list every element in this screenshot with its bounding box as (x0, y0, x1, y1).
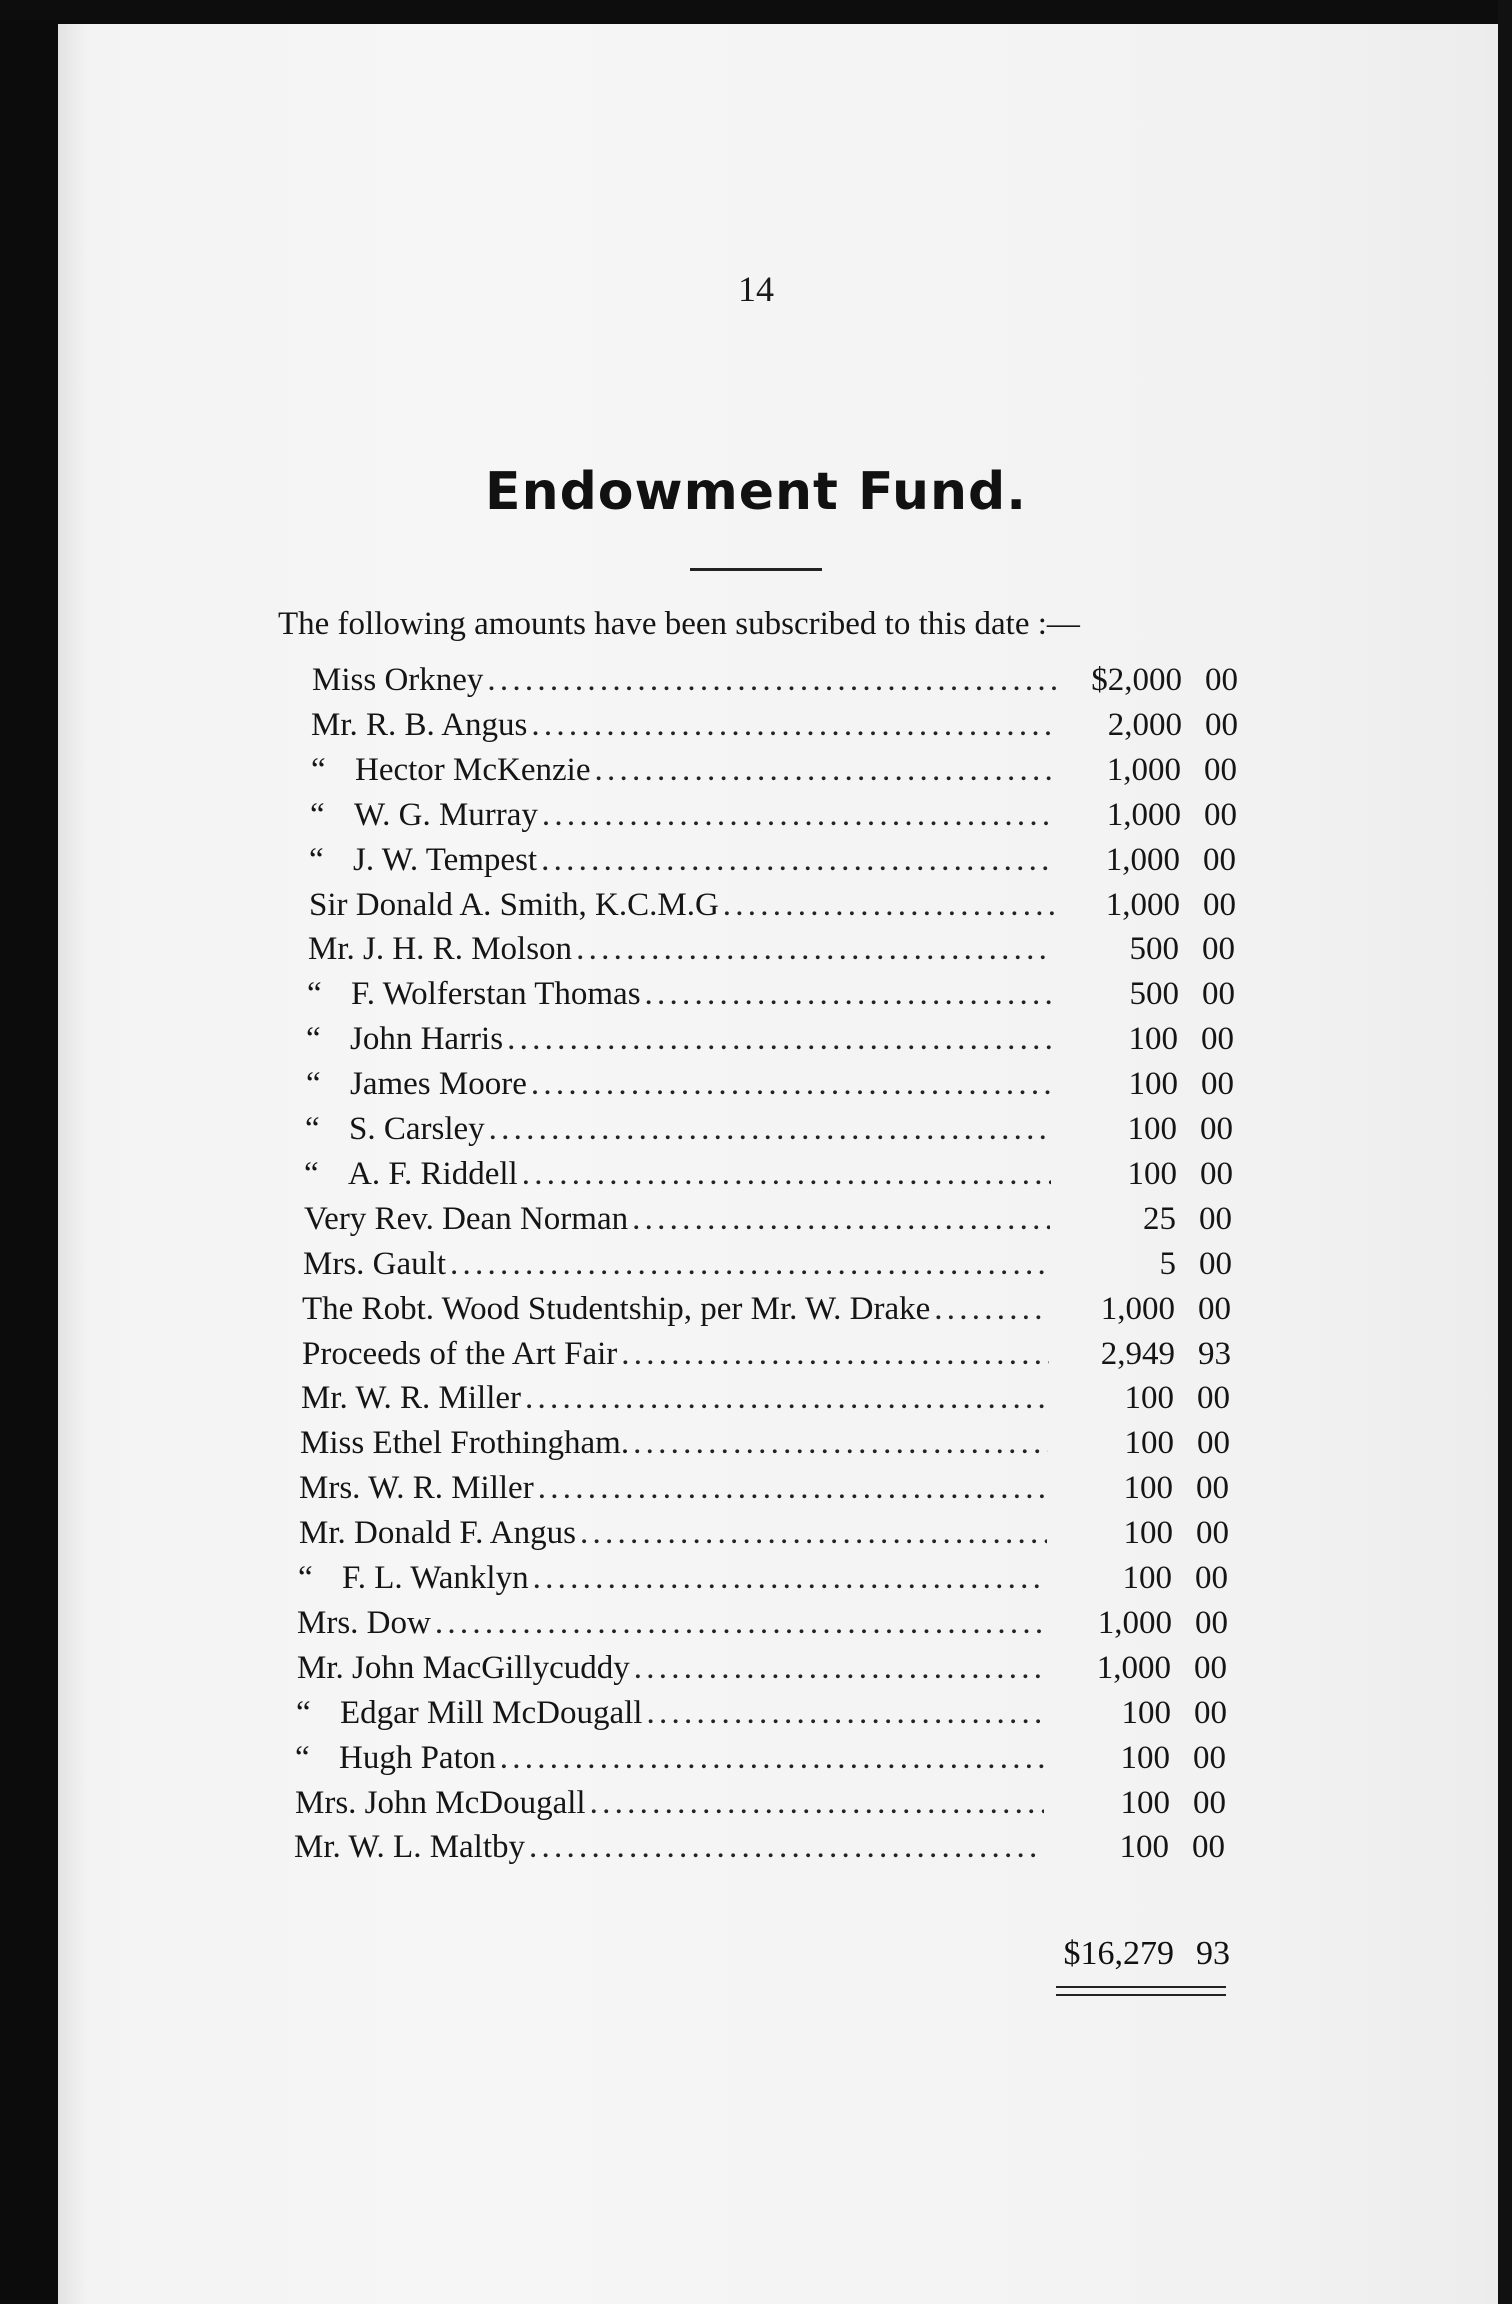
amount-cents: 00 (1196, 1515, 1229, 1551)
dot-leader (435, 1605, 1046, 1642)
subscriber-name-text: Very Rev. Dean Norman (304, 1201, 629, 1237)
subscriber-name (312, 662, 483, 699)
subscriber-name-text: James Moore (350, 1066, 527, 1102)
list-item (295, 1785, 1226, 1829)
ditto-mark: “ (304, 1156, 319, 1192)
dot-leader (634, 1650, 1045, 1687)
dot-leader (934, 1291, 1049, 1328)
dot-leader (633, 1425, 1048, 1462)
dot-leader (489, 1111, 1051, 1148)
list-item (304, 1156, 1233, 1200)
amount-dollars: 100 (1123, 1515, 1173, 1551)
amount-dollars: 1,000 (1097, 1605, 1172, 1641)
dot-leader (450, 1246, 1050, 1283)
ditto-mark: “ (298, 1560, 313, 1596)
amount-dollars: 1,000 (1096, 1650, 1171, 1686)
amount-cents: 00 (1195, 1605, 1228, 1641)
amount-cents: 00 (1197, 1425, 1230, 1461)
ditto-mark: “ (311, 752, 326, 788)
ditto-mark: “ (309, 842, 324, 878)
amount-dollars: 2,000 (1107, 707, 1182, 743)
subscriber-name (299, 1515, 576, 1552)
subscriber-name (309, 842, 537, 879)
subscriber-name-text: Sir Donald A. Smith, K.C.M.G (309, 887, 719, 923)
list-item (299, 1515, 1229, 1559)
amount-cents: 00 (1202, 931, 1235, 967)
amount-cents: 00 (1198, 1291, 1231, 1327)
subscriber-name (310, 797, 538, 834)
subscriber-name (299, 1470, 534, 1507)
amount-cents: 00 (1193, 1785, 1226, 1821)
amount-dollars: 100 (1127, 1111, 1177, 1147)
amount-dollars: 100 (1120, 1785, 1170, 1821)
subscriber-name (304, 1201, 628, 1238)
subscriber-name-text: Mr. John MacGillycuddy (297, 1650, 630, 1686)
subscriber-name-text: Edgar Mill McDougall (340, 1695, 643, 1731)
subscriber-name-text: Mrs. Gault (303, 1246, 446, 1282)
dot-leader (538, 1470, 1047, 1507)
dot-leader (531, 1066, 1052, 1103)
subscriber-name-text: John Harris (350, 1021, 504, 1057)
subscriber-name-text: Mrs. Dow (297, 1605, 431, 1641)
total-dollars: $16,279 (1063, 1935, 1174, 1972)
amount-cents: 00 (1199, 1246, 1232, 1282)
dot-leader (632, 1201, 1050, 1238)
dot-leader (525, 1380, 1048, 1417)
amount-cents: 00 (1199, 1201, 1232, 1237)
subscriber-name (308, 931, 572, 968)
intro-text: The following amounts have been subscribed to this date :— (278, 606, 1080, 642)
list-item (296, 1695, 1227, 1739)
list-item (295, 1740, 1226, 1784)
subscriber-name-text: Mr. R. B. Angus (311, 707, 528, 743)
ditto-mark: “ (305, 1111, 320, 1147)
ditto-mark: “ (306, 1066, 321, 1102)
dot-leader (590, 1785, 1044, 1822)
list-item (305, 1111, 1233, 1155)
subscriber-name (297, 1650, 630, 1687)
dot-leader (507, 1021, 1052, 1058)
subscriber-name-text: Hector McKenzie (355, 752, 591, 788)
list-item (304, 1201, 1232, 1245)
subscriber-name-text: Mr. W. L. Maltby (294, 1829, 526, 1865)
amount-dollars: 25 (1143, 1201, 1176, 1237)
list-item (311, 752, 1237, 796)
scan-right-border (1498, 0, 1512, 2304)
amount-dollars: 1,000 (1100, 1291, 1175, 1327)
total-double-rule-top (1056, 1986, 1226, 1988)
amount-cents: 00 (1194, 1650, 1227, 1686)
subscriber-name (294, 1829, 525, 1866)
list-item (307, 976, 1235, 1020)
subscriber-name-text: Miss Ethel Frothingham. (300, 1425, 630, 1461)
title-underline (690, 568, 822, 571)
dot-leader (487, 662, 1056, 699)
subscriber-name-text: S. Carsley (349, 1111, 485, 1147)
amount-dollars: 1,000 (1106, 797, 1181, 833)
subscriber-name-text: Hugh Paton (339, 1740, 496, 1776)
amount-dollars: 2,949 (1100, 1336, 1175, 1372)
list-item (302, 1291, 1231, 1335)
dot-leader (621, 1336, 1049, 1373)
dot-leader (723, 887, 1054, 924)
amount-dollars: 100 (1127, 1156, 1177, 1192)
amount-dollars: 1,000 (1105, 842, 1180, 878)
total-cents: 93 (1196, 1935, 1230, 1972)
amount-dollars: 100 (1121, 1695, 1171, 1731)
subscriber-name (311, 752, 590, 789)
subscriber-name-text: Miss Orkney (312, 662, 484, 698)
amount-dollars: 100 (1119, 1829, 1169, 1865)
subscriber-name-text: J. W. Tempest (353, 842, 538, 878)
subscriber-name (306, 1066, 527, 1103)
amount-dollars: 100 (1123, 1470, 1173, 1506)
amount-dollars: 1,000 (1105, 887, 1180, 923)
dot-leader (580, 1515, 1047, 1552)
amount-dollars: 100 (1128, 1066, 1178, 1102)
ditto-mark: “ (307, 976, 322, 1012)
amount-dollars: 100 (1124, 1380, 1174, 1416)
subscriber-name-text: Mr. Donald F. Angus (299, 1515, 576, 1551)
subscriber-name (298, 1560, 529, 1597)
subscriber-name-text: The Robt. Wood Studentship, per Mr. W. Drake (302, 1291, 931, 1327)
amount-cents: 00 (1196, 1470, 1229, 1506)
dot-leader (522, 1156, 1051, 1193)
amount-cents: 00 (1200, 1111, 1233, 1147)
dot-leader (542, 797, 1055, 834)
dot-leader (541, 842, 1054, 879)
subscriber-name (297, 1605, 431, 1642)
subscriber-name (295, 1785, 586, 1822)
subscriber-name (303, 1246, 446, 1283)
list-item (309, 887, 1236, 931)
list-item (306, 1021, 1234, 1065)
amount-dollars: 100 (1122, 1560, 1172, 1596)
amount-cents: 00 (1201, 1021, 1234, 1057)
dot-leader (645, 976, 1053, 1013)
amount-cents: 00 (1200, 1156, 1233, 1192)
dot-leader (529, 1829, 1043, 1866)
subscriber-name (301, 1380, 521, 1417)
page-number: 14 (738, 269, 774, 309)
subscriber-name-text: Mrs. W. R. Miller (299, 1470, 534, 1506)
subscriber-name (309, 887, 719, 924)
amount-cents: 00 (1205, 662, 1238, 698)
subscriber-name (302, 1291, 930, 1328)
subscriber-name (300, 1425, 629, 1462)
list-item (311, 707, 1238, 751)
dot-leader (594, 752, 1055, 789)
list-item (297, 1650, 1227, 1694)
amount-dollars: 5 (1159, 1246, 1176, 1282)
list-item (300, 1425, 1230, 1469)
amount-dollars: 500 (1129, 931, 1179, 967)
amount-cents: 00 (1197, 1380, 1230, 1416)
subscriber-name-text: Mrs. John McDougall (295, 1785, 586, 1821)
amount-cents: 00 (1192, 1829, 1225, 1865)
amount-dollars: $2,000 (1091, 662, 1182, 698)
dot-leader (531, 707, 1056, 744)
subscriber-name-text: Proceeds of the Art Fair (302, 1336, 618, 1372)
subscriber-name-text: F. Wolferstan Thomas (351, 976, 641, 1012)
list-item (302, 1336, 1231, 1380)
amount-cents: 00 (1193, 1740, 1226, 1776)
ditto-mark: “ (295, 1740, 310, 1776)
ditto-mark: “ (306, 1021, 321, 1057)
list-item (308, 931, 1235, 975)
subscriber-name (311, 707, 527, 744)
amount-cents: 00 (1202, 976, 1235, 1012)
subscriber-name (296, 1695, 642, 1732)
amount-cents: 00 (1203, 887, 1236, 923)
amount-cents: 00 (1203, 842, 1236, 878)
list-item (299, 1470, 1229, 1514)
list-item (301, 1380, 1230, 1424)
list-item (309, 842, 1236, 886)
amount-cents: 00 (1204, 797, 1237, 833)
subscriber-name (306, 1021, 503, 1058)
dot-leader (646, 1695, 1045, 1732)
list-item (298, 1560, 1228, 1604)
amount-cents: 00 (1194, 1695, 1227, 1731)
subscriber-name (295, 1740, 496, 1777)
amount-dollars: 100 (1124, 1425, 1174, 1461)
total-double-rule-bottom (1056, 1994, 1226, 1996)
ditto-mark: “ (310, 797, 325, 833)
subscriber-name-text: Mr. W. R. Miller (301, 1380, 522, 1416)
list-item (297, 1605, 1228, 1649)
dot-leader (576, 931, 1053, 968)
amount-dollars: 100 (1128, 1021, 1178, 1057)
subscriber-name-text: Mr. J. H. R. Molson (308, 931, 573, 967)
list-item (310, 797, 1237, 841)
scan-top-border (0, 0, 1512, 22)
subscriber-name-text: A. F. Riddell (348, 1156, 518, 1192)
list-item (312, 662, 1238, 706)
subscriber-name (304, 1156, 518, 1193)
subscriber-name (305, 1111, 485, 1148)
page-title: Endowment Fund. (485, 462, 1027, 522)
amount-cents: 00 (1205, 707, 1238, 743)
list-item (306, 1066, 1234, 1110)
list-item (294, 1829, 1225, 1873)
subscriber-name-text: W. G. Murray (354, 797, 538, 833)
subscriber-name (302, 1336, 617, 1373)
amount-cents: 00 (1195, 1560, 1228, 1596)
subscriber-name (307, 976, 641, 1013)
subscriber-name-text: F. L. Wanklyn (342, 1560, 529, 1596)
amount-cents: 00 (1204, 752, 1237, 788)
total-amount (1050, 1935, 1230, 1973)
amount-dollars: 1,000 (1106, 752, 1181, 788)
ditto-mark: “ (296, 1695, 311, 1731)
amount-cents: 93 (1198, 1336, 1231, 1372)
amount-dollars: 500 (1129, 976, 1179, 1012)
dot-leader (500, 1740, 1044, 1777)
list-item (303, 1246, 1232, 1290)
amount-cents: 00 (1201, 1066, 1234, 1102)
dot-leader (533, 1560, 1046, 1597)
amount-dollars: 100 (1120, 1740, 1170, 1776)
